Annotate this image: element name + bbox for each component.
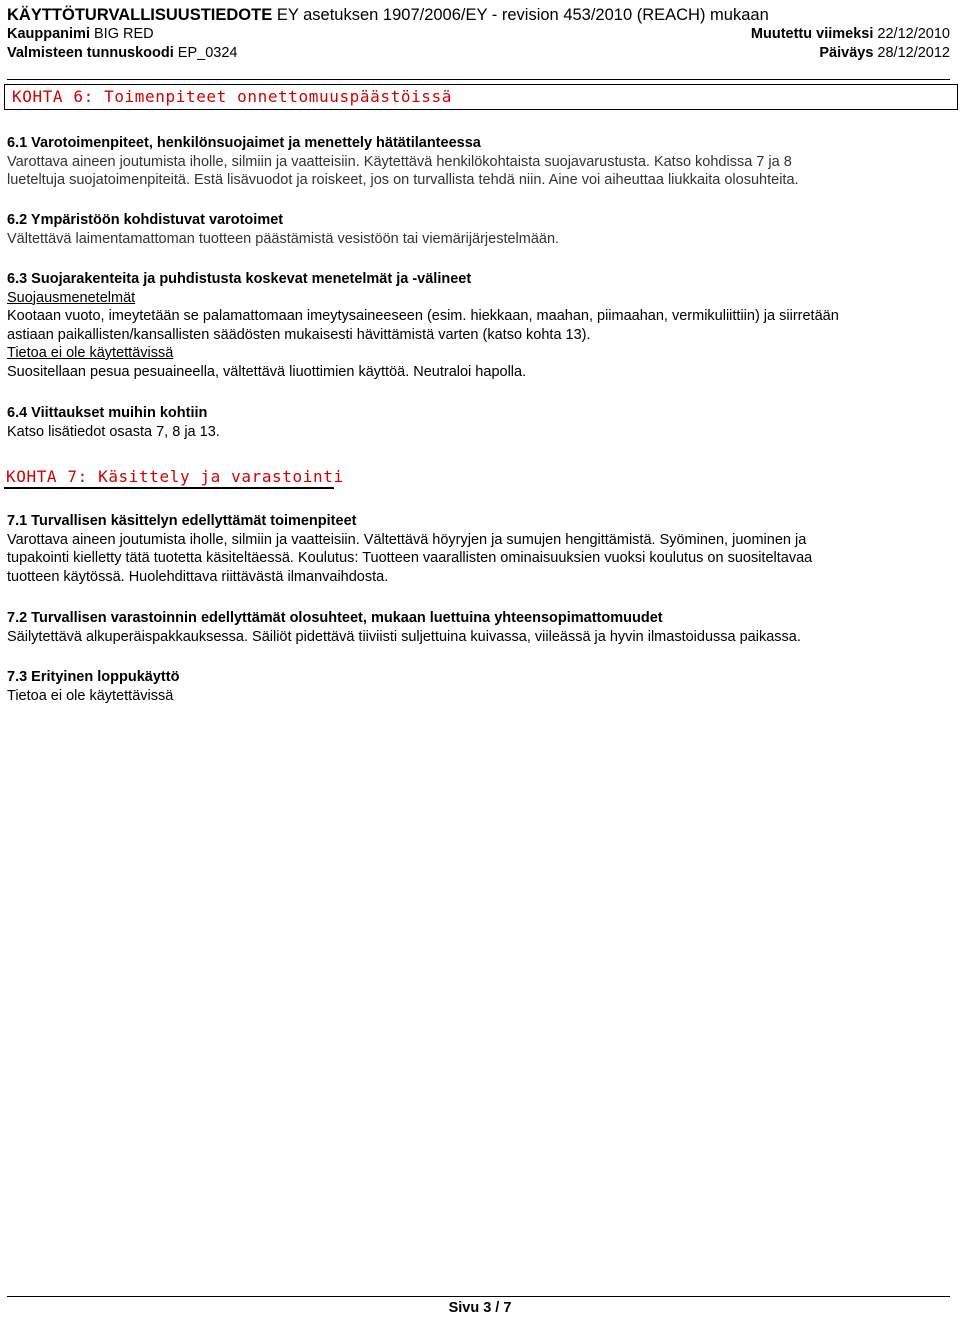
document-title-main: KÄYTTÖTURVALLISUUSTIEDOTE [7, 6, 273, 24]
page-number: Sivu 3 / 7 [448, 1300, 512, 1316]
section-7-2 [7, 609, 951, 646]
revised-value: 22/12/2010 [873, 26, 950, 42]
product-value: BIG RED [89, 26, 154, 42]
code-value: EP_0324 [173, 45, 238, 61]
section-7-title: KOHTA 7: Käsittely ja varastointi [6, 467, 344, 486]
section-6-1-text-line: lueteltuja suojatoimenpiteitä. Estä lisävuodot ja roiskeet, jos on turvallista tehdä niin. Aine voi aiheuttaa liukkaita olosuhteita. [7, 172, 799, 188]
section-6-3-subheading: Suojausmenetelmät [7, 289, 136, 306]
section-6-3-text-line: Kootaan vuoto, imeytetään se palamattomaan imeytysaineeseen (esim. hiekkaan, maahan, piimaahan, vermikuliittiin) ja siirretään [7, 308, 839, 324]
section-6-3-subheading: Tietoa ei ole käytettävissä [7, 345, 174, 361]
section-6-4 [7, 404, 951, 441]
section-7-2-text: Säilytettävä alkuperäispakkauksessa. Säiliöt pidettävä tiiviisti suljettuina kuivassa, viileässä ja hyvin ilmastoidussa paikassa. [7, 628, 801, 645]
section-7-3-heading: 7.3 Erityinen loppukäyttö [7, 669, 180, 685]
section-6-title: KOHTA 6: Toimenpiteet onnettomuuspäästöissä [12, 87, 453, 106]
code-label: Valmisteen tunnuskoodi [7, 45, 174, 61]
section-7-1-text-line: tuotteen käytössä. Huolehdittava riittävästä ilmanvaihdosta. [7, 568, 389, 585]
document-title-regulation: EY asetuksen 1907/2006/EY - revision 453/2010 (REACH) mukaan [272, 6, 769, 24]
date-label: Päiväys [819, 45, 874, 61]
section-7-1 [7, 512, 951, 586]
date-value: 28/12/2012 [873, 45, 950, 61]
section-6-2-heading: 6.2 Ympäristöön kohdistuvat varotoimet [7, 212, 284, 228]
section-7-1-heading: 7.1 Turvallisen käsittelyn edellyttämät toimenpiteet [7, 513, 357, 529]
section-6-1-text-line: Varottava aineen joutumista iholle, silmiin ja vaatteisiin. Käytettävä henkilökohtaista suojavarustusta. Katso kohdissa 7 ja 8 [7, 153, 792, 170]
section-7-2-heading: 7.2 Turvallisen varastoinnin edellyttämät olosuhteet, mukaan luettuina yhteensopimattomuudet [7, 610, 663, 626]
section-6-1-heading: 6.1 Varotoimenpiteet, henkilönsuojaimet ja menettely hätätilanteessa [7, 135, 481, 151]
footer-divider [7, 1296, 950, 1297]
section-6-1 [7, 134, 951, 190]
section-7-header [4, 463, 344, 489]
revised-label: Muutettu viimeksi [750, 26, 874, 42]
section-7-3-text: Tietoa ei ole käytettävissä [7, 687, 174, 704]
section-7-3 [7, 668, 951, 705]
section-6-header [4, 84, 958, 110]
header-row-code [7, 44, 950, 62]
header-divider [7, 79, 950, 80]
revised-date [751, 25, 950, 43]
section-7-1-text-line: Varottava aineen joutumista iholle, silmiin ja vaatteisiin. Vältettävä höyryjen ja sumujen hengittämistä. Syöminen, juominen ja [7, 531, 807, 548]
print-date [819, 44, 950, 62]
section-6-2 [7, 211, 951, 248]
document-title [7, 5, 950, 25]
section-6-3-text-line: astiaan paikallisten/kansallisten säädösten mukaisesti hävittämistä varten (katso kohta 13). [7, 326, 591, 343]
section-6-2-text: Vältettävä laimentamattoman tuotteen päästämistä vesistöön tai viemärijärjestelmään. [7, 230, 560, 247]
section-7-underline [4, 487, 334, 489]
header-row-product [7, 25, 950, 43]
product-label: Kauppanimi [7, 26, 90, 42]
section-6-3-text-line: Suositellaan pesua pesuaineella, vältettävä liuottimien käyttöä. Neutraloi hapolla. [7, 363, 527, 380]
section-6-3 [7, 270, 951, 381]
section-7-1-text-line: tupakointi kielletty tätä tuotetta käsiteltäessä. Koulutus: Tuotteen vaarallisten ominaisuuksien vuoksi koulutus on suositeltavaa [7, 550, 813, 566]
section-6-4-heading: 6.4 Viittaukset muihin kohtiin [7, 405, 208, 421]
section-6-3-heading: 6.3 Suojarakenteita ja puhdistusta koskevat menetelmät ja -välineet [7, 271, 472, 287]
section-6-4-text: Katso lisätiedot osasta 7, 8 ja 13. [7, 423, 220, 440]
